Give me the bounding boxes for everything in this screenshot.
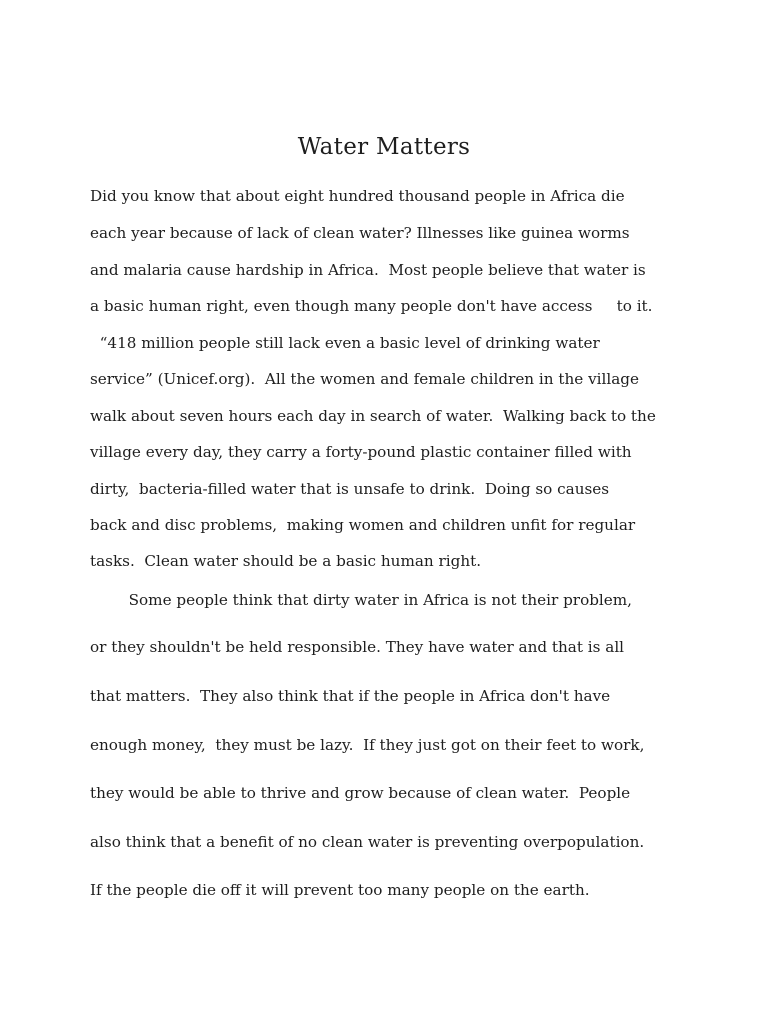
paragraph-line: each year because of lack of clean water? Illnesses like guinea worms	[90, 224, 630, 242]
paragraph-line: Some people think that dirty water in Africa is not their problem,	[90, 591, 633, 609]
paragraph-line: or they shouldn't be held responsible. They have water and that is all	[90, 638, 625, 656]
paragraph-line: “418 million people still lack even a basic level of drinking water	[90, 334, 600, 352]
document-title: Water Matters	[297, 134, 471, 160]
paragraph-line: dirty, bacteria-filled water that is unsafe to drink. Doing so causes	[90, 480, 610, 498]
paragraph-line: tasks. Clean water should be a basic human right.	[90, 552, 482, 570]
paragraph-line: Did you know that about eight hundred thousand people in Africa die	[90, 187, 625, 205]
paragraph-line: they would be able to thrive and grow because of clean water. People	[90, 784, 631, 802]
paragraph-line: a basic human right, even though many people don't have access to it.	[90, 297, 653, 315]
paragraph-line: service” (Unicef.org). All the women and female children in the village	[90, 370, 640, 388]
paragraph-line: enough money, they must be lazy. If they just got on their feet to work,	[90, 736, 645, 754]
paragraph-line: If the people die off it will prevent too many people on the earth.	[90, 881, 590, 899]
paragraph-line: also think that a benefit of no clean water is preventing overpopulation.	[90, 833, 645, 851]
paragraph-line: that matters. They also think that if the people in Africa don't have	[90, 687, 611, 705]
paragraph-line: back and disc problems, making women and children unfit for regular	[90, 516, 636, 534]
paragraph-line: walk about seven hours each day in search of water. Walking back to the	[90, 407, 656, 425]
paragraph-line: and malaria cause hardship in Africa. Most people believe that water is	[90, 261, 646, 279]
paragraph-line: village every day, they carry a forty-pound plastic container filled with	[90, 443, 632, 461]
